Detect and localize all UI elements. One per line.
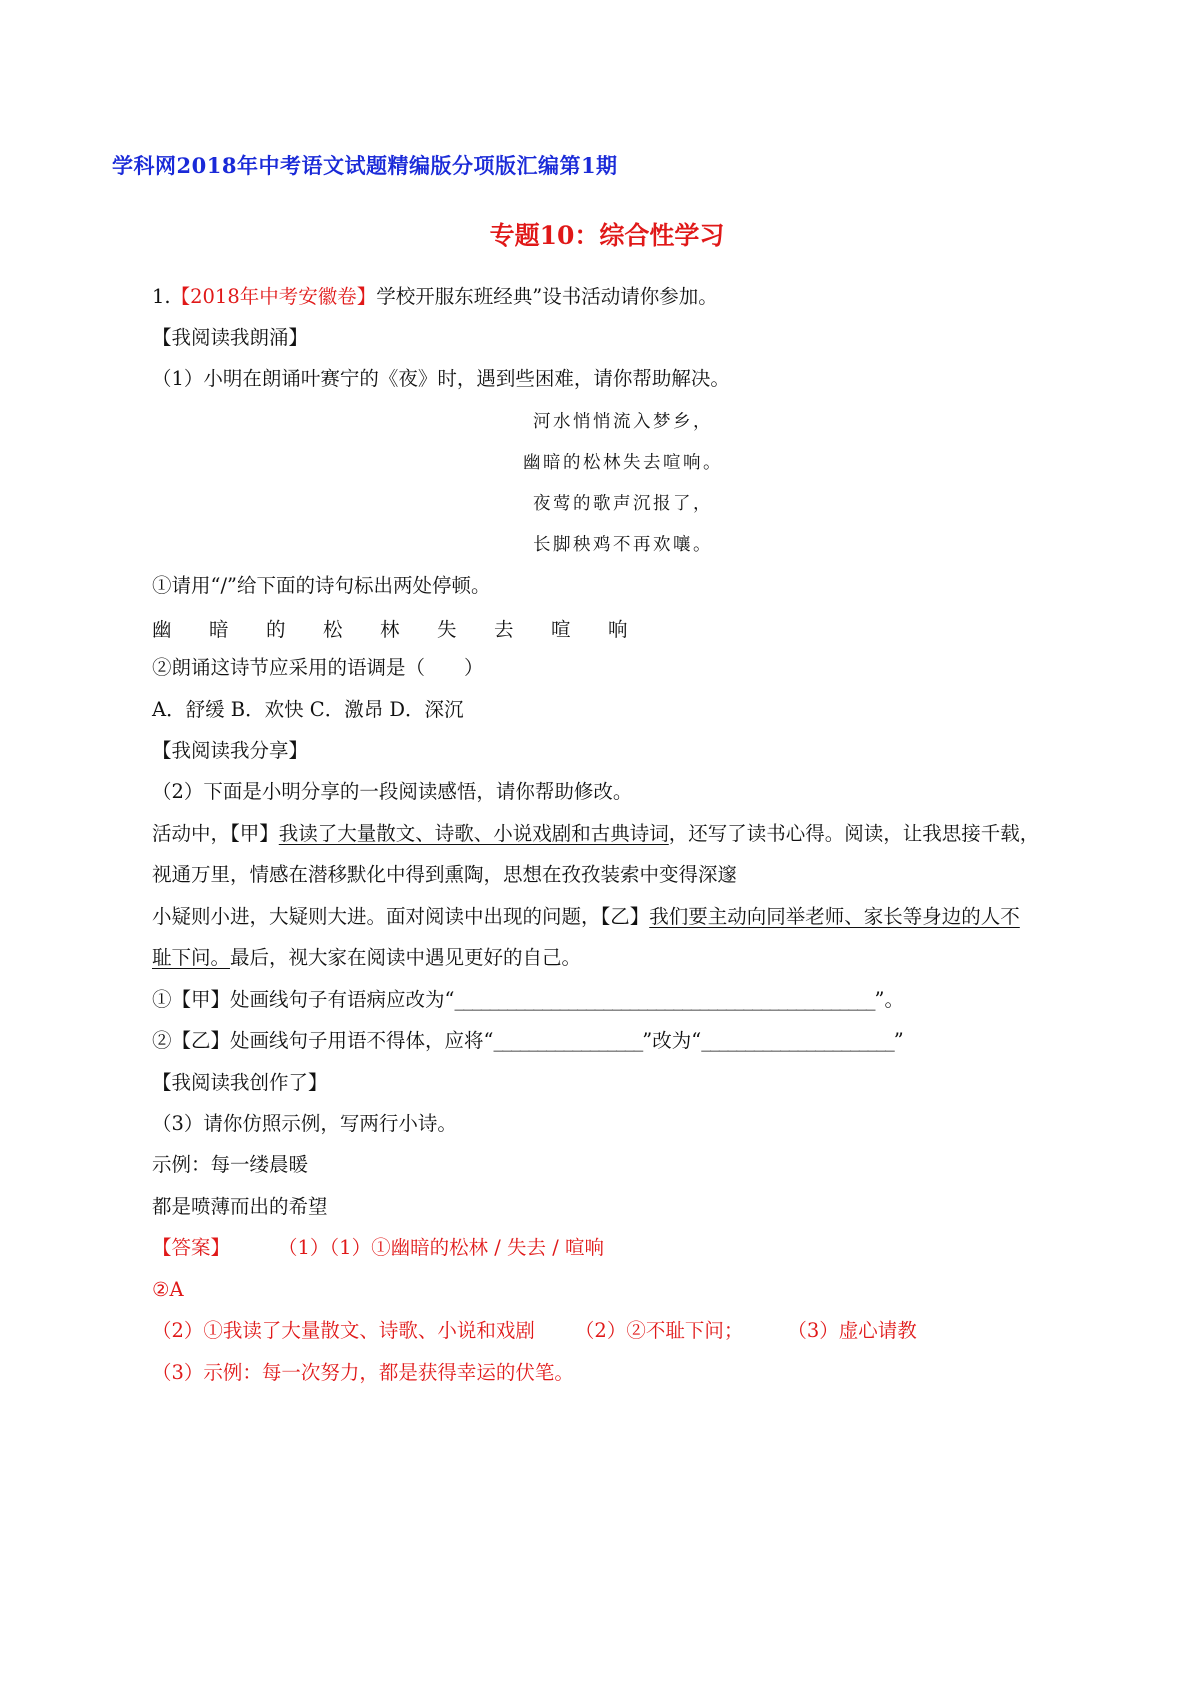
answer-blank[interactable]: _________________ <box>493 1029 643 1052</box>
poem-char: 暗 <box>209 618 229 641</box>
underlined-sentence-yi-end: 耻下问。 <box>152 946 231 969</box>
answer-line-4: （3）示例：每一次努力，都是获得幸运的伏笔。 <box>152 1361 574 1384</box>
fill-text: ”改为“ <box>642 1029 702 1052</box>
answer-blank[interactable]: ________________________________________________ <box>454 988 875 1011</box>
section-heading-share: 【我阅读我分享】 <box>152 739 309 762</box>
fill-text: ” <box>893 1029 904 1052</box>
poem-char: 的 <box>266 618 286 641</box>
fill-text: ②【乙】处画线句子用语不得体，应将“ <box>152 1029 494 1052</box>
document-header: 学科网2018年中考语文试题精编版分项版汇编第1期 <box>112 153 618 178</box>
paragraph-text: 活动中，【甲】 <box>152 822 279 845</box>
answer-line-1 <box>152 1235 604 1261</box>
example-line-2: 都是喷薄而出的希望 <box>152 1195 328 1218</box>
answer-text: （1）（1）①幽暗的松林 / 失去 / 喧响 <box>278 1236 605 1259</box>
question-number: 1. <box>152 285 171 308</box>
poem-char: 去 <box>494 618 514 641</box>
sub-question-2: （2）下面是小明分享的一段阅读感悟，请你帮助修改。 <box>152 780 633 803</box>
paragraph-text: ，还写了读书心得。阅读，让我思接千载， <box>668 822 1040 845</box>
underlined-sentence-yi: 我们要主动向同举老师、家长等身边的人不 <box>649 905 1020 928</box>
fill-text: ”。 <box>874 988 904 1011</box>
underlined-sentence-jia: 我读了大量散文、诗歌、小说戏剧和古典诗词 <box>278 822 669 845</box>
poem-line: 长脚秧鸡不再欢嚷。 <box>533 535 713 555</box>
poem-char: 失 <box>437 618 457 641</box>
task-intonation: ②朗诵这诗节应采用的语调是（ ） <box>152 656 484 679</box>
answer-line-2: ②A <box>152 1278 184 1301</box>
paragraph-text: 最后，视大家在阅读中遇见更好的自己。 <box>230 946 582 969</box>
poem-line: 幽暗的松林失去喧响。 <box>523 453 723 473</box>
question-source: 【2018年中考安徽卷】 <box>170 285 377 308</box>
answer-blank[interactable]: ______________________ <box>701 1029 894 1052</box>
answer-text: （2）①我读了大量散文、诗歌、小说和戏剧 <box>152 1319 535 1342</box>
poem-line: 河水悄悄流入梦乡， <box>533 412 713 432</box>
fill-in-yi <box>152 1028 904 1054</box>
task-pause-marks: ①请用“/”给下面的诗句标出两处停顿。 <box>152 574 491 597</box>
paragraph-text: 小疑则小进，大疑则大进。面对阅读中出现的问题，【乙】 <box>152 905 650 928</box>
example-line-1: 示例：每一缕晨暖 <box>152 1153 309 1176</box>
answer-text: （3）虚心请教 <box>787 1319 917 1342</box>
answer-line-3 <box>152 1318 917 1344</box>
paragraph-2-line-1 <box>152 904 1020 930</box>
answer-label: 【答案】 <box>152 1236 231 1259</box>
poem-char: 林 <box>380 618 400 641</box>
section-heading-recite: 【我阅读我朗涌】 <box>152 326 309 349</box>
topic-title: 专题10：综合性学习 <box>489 221 725 250</box>
poem-char: 喧 <box>551 618 571 641</box>
poem-line: 夜莺的歌声沉报了， <box>533 494 713 514</box>
answer-text: （2）②不耻下问； <box>574 1319 744 1342</box>
paragraph-2-line-2 <box>152 945 581 971</box>
spaced-poem-characters <box>152 614 665 642</box>
question-text: 学校开服东班经典”设书活动请你参加。 <box>376 285 718 308</box>
paragraph-1-line-1 <box>152 821 1039 847</box>
fill-text: ①【甲】处画线句子有语病应改为“ <box>152 988 455 1011</box>
sub-question-3: （3）请你仿照示例，写两行小诗。 <box>152 1112 457 1135</box>
poem-char: 幽 <box>152 618 172 641</box>
section-heading-create: 【我阅读我创作了】 <box>152 1071 328 1094</box>
question-1-stem <box>152 284 718 310</box>
paragraph-1-line-2: 视通万里，情感在潜移默化中得到熏陶，思想在孜孜装索中变得深邃 <box>152 863 738 886</box>
answer-options: A．舒缓 B．欢快 C．激昂 D．深沉 <box>152 698 464 721</box>
fill-in-jia <box>152 987 904 1013</box>
sub-question-1: （1）小明在朗诵叶赛宁的《夜》时，遇到些困难，请你帮助解决。 <box>152 367 730 390</box>
poem-char: 响 <box>608 618 628 641</box>
poem-char: 松 <box>323 618 343 641</box>
